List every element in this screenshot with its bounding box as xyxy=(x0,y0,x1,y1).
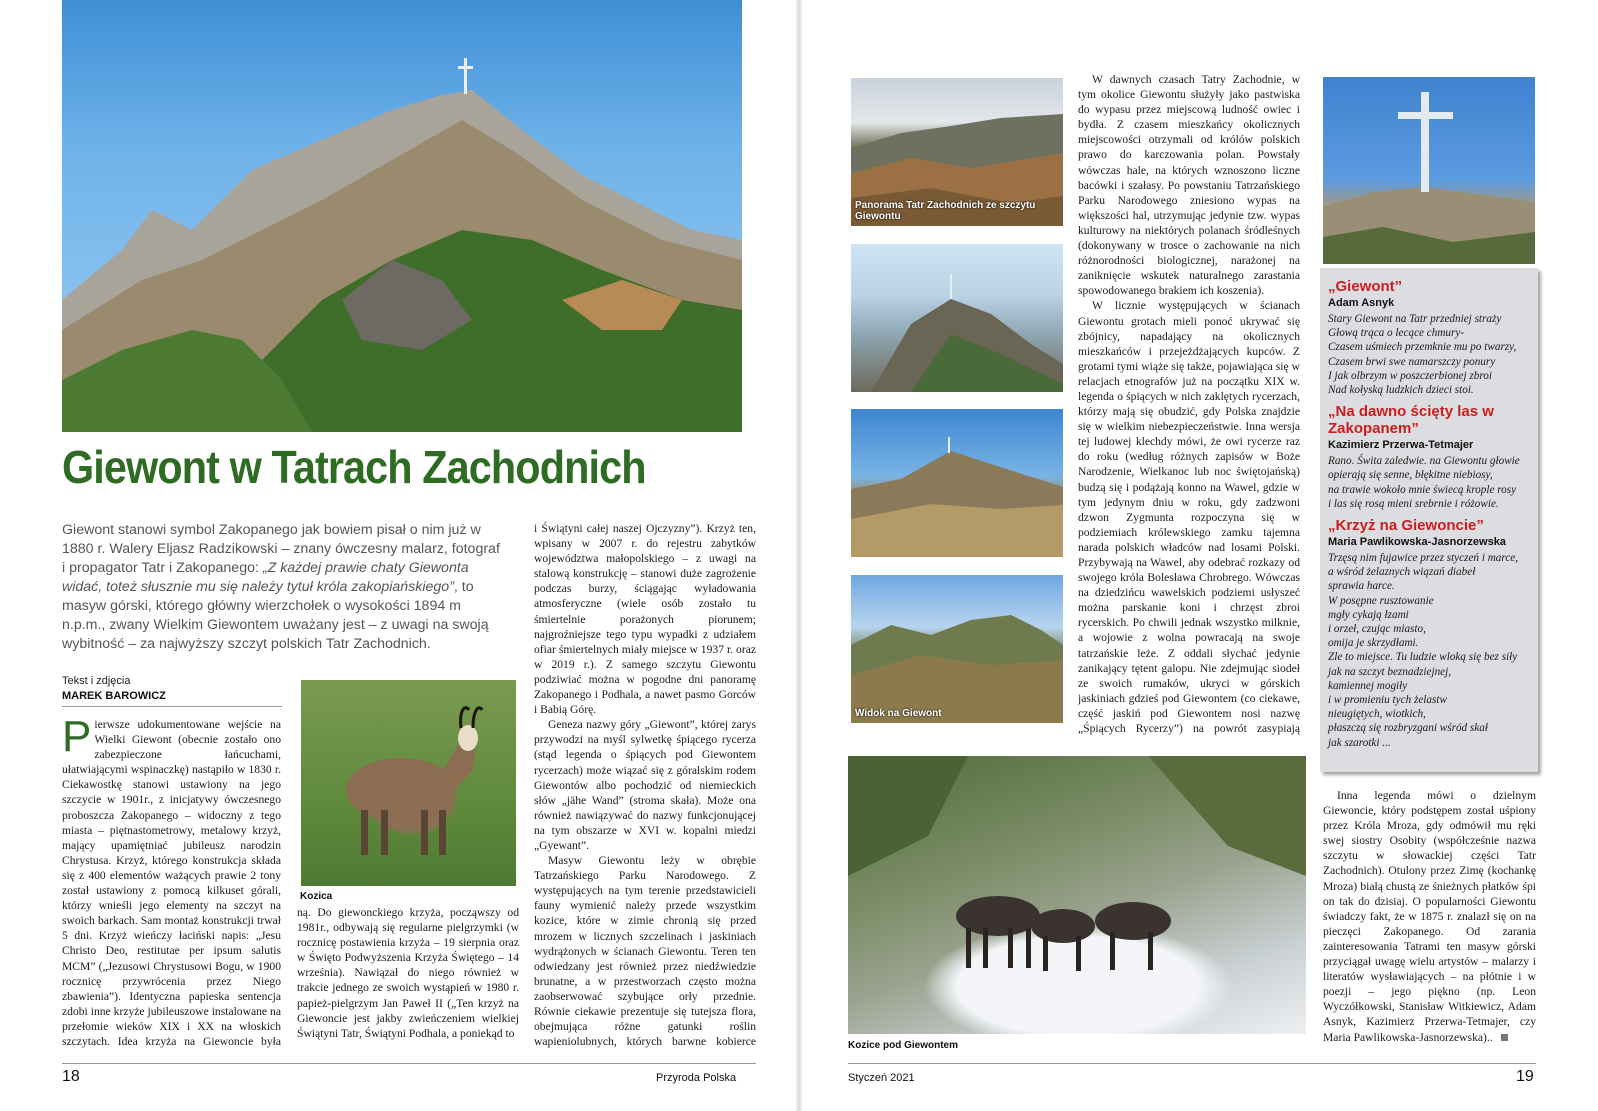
cross-illustration xyxy=(1323,77,1535,264)
poem-line: W posępne rusztowanie xyxy=(1328,594,1434,607)
poem-line: i orzeł, czując miasto, xyxy=(1328,623,1426,636)
column-1-text: ierwsze udokumentowane wejście na Wielki Giewont (obecnie zostało ono zabezpieczone łańcuchami, ułatwiającymi wspinaczkę) nastąpiło w 1830 r. Ciekawostkę stanowi ustawiony na jego szczycie w 1901r., z inicjatywy ówczesnego proboszcza Zakopanego – widoczny z tego miasta – piętnastometrowy, metalowy krzyż, mający upamiętniać jubileusz narodzin Chrystusa. Krzyż, którego konstrukcja składa się z 400 elementów ważących prawie 2 tony został ustawiony z pomocą kilkuset górali, którzy wnieśli jego elementy na szczyt na swoich barkach. Sam montaż konstrukcji trwał 5 dni. Krzyż wieńczy łaciński napis: „Jesu Christo Deo, restitutae per ipsum salutis MCM” („Jezusowi Chrystusowi Bogu, w 1900 rocznicę przywrócenia przez Niego zbawienia”). Identyczna papieska sentencja zdobi inne krzyże jubileuszowe instalowane na przełomie wieków XIX i XX na włoskich szczytach. Idea krzyża na Giewoncie była xyxy=(62,718,281,1048)
poem-line: Nad kołyską ludzkich dzieci stoi. xyxy=(1328,384,1474,397)
end-mark-icon xyxy=(1501,1034,1508,1041)
mountain-illustration xyxy=(62,0,742,432)
lead-quote: „Z każdej prawie chaty Giewonta widać, toteż słusznie mu się należy tytuł króla zakopiańskiego” xyxy=(62,560,469,595)
poem-lines xyxy=(1328,454,1530,511)
poem-line: płaszczą się rozbryzgani wśród skał xyxy=(1328,722,1488,735)
chamois-illustration xyxy=(301,680,516,886)
article-title: Giewont w Tatrach Zachodnich xyxy=(62,441,646,493)
trail-illustration xyxy=(851,409,1063,557)
byline-divider xyxy=(62,706,282,707)
poem-line: jak na szczyt beznadziejnej, xyxy=(1328,665,1452,678)
poem-line: Czasem uśmiech przemknie mu po twarzy, xyxy=(1328,341,1517,354)
byline-author: MAREK BAROWICZ xyxy=(62,690,166,702)
poem-line: nieugiętych, wiotkich, xyxy=(1328,708,1426,721)
poem-line: opierają się senne, błękitne niebiosy, xyxy=(1328,469,1493,482)
cross-photo xyxy=(1323,77,1535,264)
footer-divider-right xyxy=(848,1063,1536,1064)
caption-widok: Widok na Giewont xyxy=(855,708,942,719)
chamois-group-photo xyxy=(848,756,1306,1034)
running-head-left: Przyroda Polska xyxy=(656,1072,737,1084)
poem-line: Stary Giewont na Tatr przedniej straży xyxy=(1328,313,1502,325)
running-head-right: Styczeń 2021 xyxy=(848,1072,915,1084)
column-4-paragraph: W dawnych czasach Tatry Zachodnie, w tym okolice Giewontu służyły jako pastwiska do wypasu przez miejscową ludność owiec i bydła. Z czasem mieszkańcy okolicznych miejscowości otrzymali od królów polskich prawo do karczowania polan. Powstały wówczas hale, na których wznoszono liczne bacówki i szałasy. Po powstaniu Tatrzańskiego Parku Narodowego zniesiono wypas na większości hal, utrzymując jedynie tzw. wypas kulturowy na niektórych polanach śródleśnych (dokonywany w trosce o zachowanie na nich różnorodności biologicznej, narażonej na zaniknięcie wskutek naturalnego zarastania spowodowanego brakiem ich koszenia). xyxy=(1078,73,1300,298)
poem-line: na trawie wokoło mnie świecą krople rosy xyxy=(1328,483,1517,496)
poem-line: omija je skrzydłami. xyxy=(1328,637,1419,650)
caption-kozica: Kozica xyxy=(300,891,333,902)
trail-photo xyxy=(851,409,1063,557)
column-5-body: Inna legenda mówi o dzielnym Giewoncie, który podstępem został uśpiony przez Króla Mroza, gdy odmówił mu ręki swej siostry Osobity (współcześnie nazwa szczytu w słowackiej części Tatr Zachodnich). Otulony przez Zimę (kochankę Mroza) białą chustą ze śnieżnych płatków śpi on tak do dzisiaj. O popularności Giewontu świadczy fakt, że w 1875 r. znalazł się on na pieczęci Zakopanego. Od zarania zainteresowania Tatrami ten masyw górski przyciągał uwagę wielu artystów – malarzy i literatów wysławiających – na płótnie i w poezji – jego piękno (np. Leon Wyczółkowski, Stanisław Witkiewicz, Adam Asnyk, Kazimierz Przerwa-Tetmajer, czy Maria Pawlikowska-Jasnorzewska).. xyxy=(1323,789,1536,1044)
poem-title: „Na dawno ścięty las w Zakopanem” xyxy=(1328,403,1494,438)
drop-cap: P xyxy=(62,717,92,761)
column-2-text: ną. Do giewonckiego krzyża, począwszy od 1981r., odbywają się regularne pielgrzymki (w rocznicę postawienia krzyża – 19 sierpnia oraz w Święto Podwyższenia Krzyża Świętego – 14 września). Nawiązał do niego również w trakcie jednego ze swoich wystąpień w 1980 r. papież-pielgrzym Jan Paweł II („Ten krzyż na Giewoncie jest jakby zwieńczeniem wielkiej Świątyni Tatr, Świątyni Podhala, a poniekąd to xyxy=(297,906,519,1040)
page-gutter xyxy=(796,0,802,1111)
poem-line: Głową trąca o lecące chmury- xyxy=(1328,327,1465,340)
giewont-view-photo xyxy=(851,575,1063,723)
poem-author: Maria Pawlikowska-Jasnorzewska xyxy=(1328,536,1506,549)
column-3-paragraph: Masyw Giewontu leży w obrębie Tatrzańskiego Parku Narodowego. Z występujących na tym terenie przedstawicieli fauny wymienić należy przede wszystkim kozice, które w zimie chronią się przed mrozem w licznych szczelinach i jaskiniach wydrążonych w ścianach Giewontu. Teren ten odwiedzany jest również przez niedźwiedzie brunatne, a w przestworzach często można zaobserwować szybujące orły przednie. Równie ciekawie prezentuje się tutejsza flora, obejmująca różne gatunki roślin wapieniolubnych, których barwne kobierce xyxy=(534,854,756,1049)
page-number-right: 19 xyxy=(1516,1068,1534,1085)
poem-line: i las się rosą mieni srebrnie i różowie. xyxy=(1328,497,1499,510)
poems-sidebar xyxy=(1320,268,1538,772)
chamois-group-illustration xyxy=(848,756,1306,1034)
column-5-text xyxy=(1323,788,1536,1045)
poem-line: i w promieniu tych żelastw xyxy=(1328,694,1447,707)
chamois-photo xyxy=(301,680,516,886)
poem-line: Czasem brwi swe namarszczy ponury xyxy=(1328,355,1496,368)
poem-line: sprawia harce. xyxy=(1328,580,1395,593)
poem-author: Kazimierz Przerwa-Tetmajer xyxy=(1328,439,1474,452)
poem-line: kamiennej mogiły xyxy=(1328,679,1408,692)
poem-lines xyxy=(1328,312,1530,397)
poem-line: Zle to miejsce. Tu ludzie wloką się bez siły xyxy=(1328,651,1518,664)
poem-lines xyxy=(1328,551,1530,750)
column-4 xyxy=(1078,72,1300,737)
column-5 xyxy=(1323,788,1536,1058)
byline-label: Tekst i zdjęcia xyxy=(62,675,131,687)
caption-panorama: Panorama Tatr Zachodnich ze szczytu Giewontu xyxy=(855,200,1036,222)
article-lead xyxy=(62,521,502,654)
summit-illustration xyxy=(851,244,1063,392)
column-2 xyxy=(297,905,519,1055)
giewont-hero-photo xyxy=(62,0,742,432)
column-4-paragraph: W licznie występujących w ścianach Giewontu grotach mieli ponoć ukrywać się zbójnicy, napadający na okolicznych mieszkańców i przejeżdżających kupców. Z grotami tymi wiąże się także, pojawiająca się w relacjach etnografów już na początku XIX w. legenda o śpiących w nich zaklętych rycerzach, którzy mają się obudzić, gdy Polska znajdzie się w wielkim niebezpieczeństwie. Inna wersja tej ludowej klechdy mówi, że owi rycerze raz do roku (według różnych zapisów w Boże Narodzenie, Wielkanoc lub noc świętojańską) budzą się i podążają konno na Wawel, gdzie w tym jedynym dniu w roku, gdy zadzwoni dzwon Zygmunta rozpoczyna się w podziemiach królewskiego zamku tajemna narada polskich władców nad losami Polski. Przybywają na Wawel, aby odebrać rozkazy od swojego króla Bolesława Chrobrego. Wówczas na dziedzińcu wawelskich podziemi usłyszeć można parskanie koni i chrzęst zbroi rycerskich. Po chwili jednak wszystko milknie, a wojowie z wolna powracają na swoje tatrzańskie leże. Z oddali słychać jedynie zanikający tętent galopu. Nie zdejmując siodeł ze swoich rumaków, ukryci w górskich jaskiniach gdzieś pod Giewontem (co ciekawe, część jaskiń pod Giewontem nosi nazwę „Śpiących Rycerzy”) na powrót zasypiają xyxy=(1078,299,1300,736)
poem-line: I jak olbrzym w poszczerbionej zbroi xyxy=(1328,369,1492,382)
lead-part2: , to masyw górski, którego główny wierzchołek o wysokości 1894 m n.p.m., zwany Wielkim Giewontem uważany jest – z uwagi na swoją wybitność – za najwyższy szczyt polskich Tatr Zachodnich. xyxy=(62,579,489,652)
poem-title: „Giewont” xyxy=(1328,278,1403,295)
column-1 xyxy=(62,717,281,1052)
poem-line: Rano. Świta zaledwie. na Giewontu głowie xyxy=(1328,455,1520,468)
page-number-left: 18 xyxy=(62,1068,80,1085)
poem-line: mgły cykają łzami xyxy=(1328,608,1409,621)
poem-author: Adam Asnyk xyxy=(1328,297,1395,309)
panorama-photo xyxy=(851,78,1063,226)
poem-line: a wśród żelaznych wiązań diabeł xyxy=(1328,566,1476,579)
lead-part1: Giewont stanowi symbol Zakopanego jak bowiem pisał o nim już w 1880 r. Walery Eljasz Radzikowski – znany ówczesny malarz, fotograf i propagator Tatr i Zakopanego: xyxy=(62,522,500,576)
poem-line: jak szarotki ... xyxy=(1328,736,1391,749)
summit-view-photo xyxy=(851,244,1063,392)
giewont-view-illustration xyxy=(851,575,1063,723)
column-3 xyxy=(534,521,756,1051)
poem-title: „Krzyż na Giewoncie” xyxy=(1328,517,1484,535)
poem-line: Trzęsą nim fujawice przez styczeń i marce, xyxy=(1328,552,1519,565)
footer-divider-left xyxy=(62,1063,756,1064)
caption-kozice: Kozice pod Giewontem xyxy=(848,1040,959,1051)
column-3-paragraph: i Świątyni całej naszej Ojczyzny”). Krzyż ten, wpisany w 2007 r. do rejestru zabytków województwa małopolskiego – z uwagi na stalową konstrukcję – stanowi duże zagrożenie podczas burzy, ściągając wyładowania atmosferyczne (wiele osób zostało tu śmiertelnie porażonych piorunem; najgroźniejsze tego typu wypadki z udziałem ofiar śmiertelnych miały miejsce w 1937 r. oraz w 2019 r.). Z samego szczytu Giewontu podziwiać można w pogodne dni panoramę Zakopanego i Podhala, a nawet pasmo Gorców i Babią Górę. xyxy=(534,522,756,717)
column-3-paragraph: Geneza nazwy góry „Giewont”, której zarys przywodzi na myśl sylwetkę śpiącego rycerza (stąd legenda o śpiących pod Giewontem rycerzach) może wiązać się z góralskim rodem Giewontów albo pochodzić od niemieckich słów „jähe Wand” (stroma skała). Może ona również nawiązywać do nazwy funkcjonującej na tym obszarze w XVI w. kopalni miedzi „Gyewant”. xyxy=(534,718,756,852)
